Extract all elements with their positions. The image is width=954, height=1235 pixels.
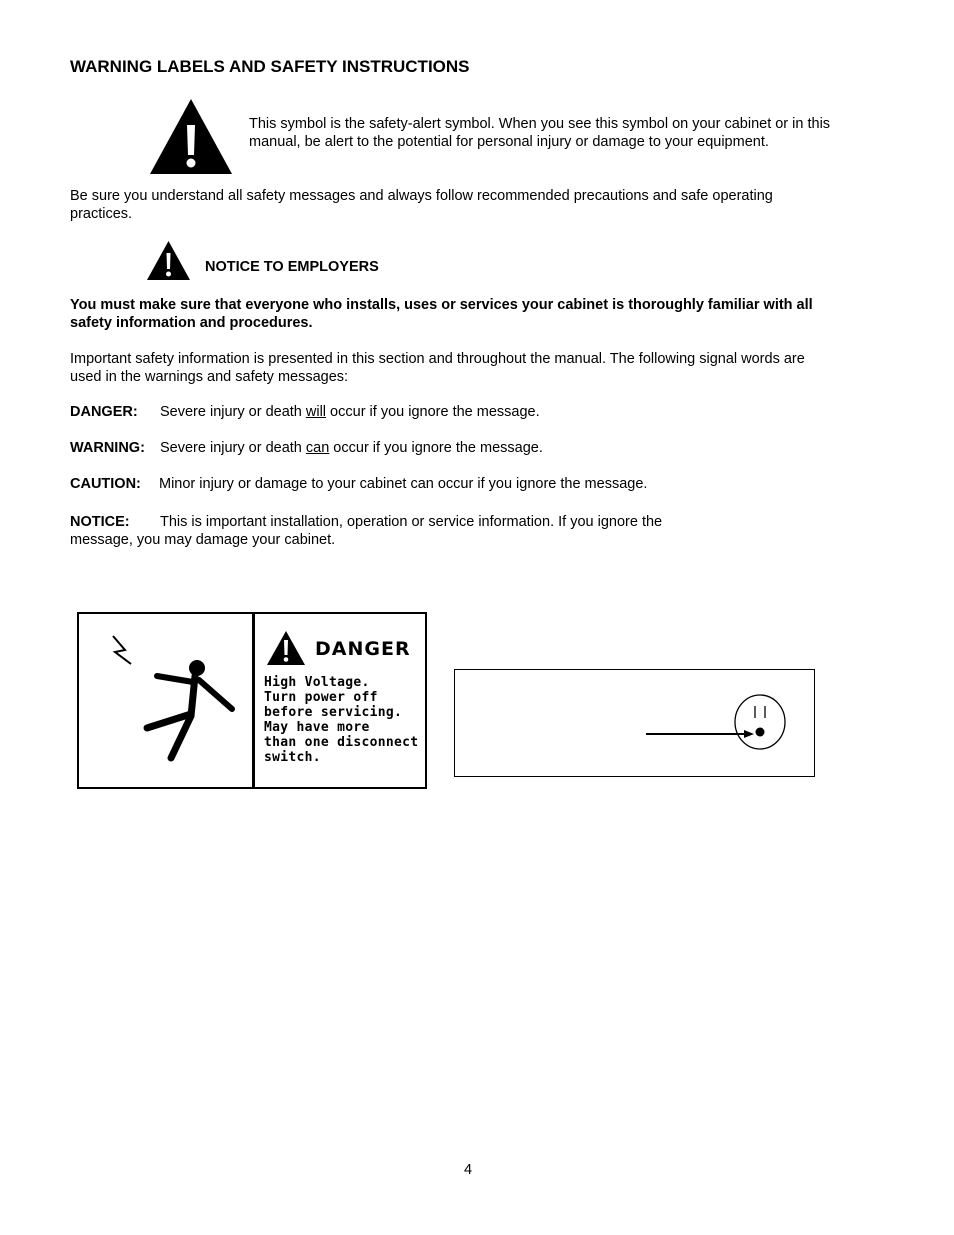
outlet-pictogram xyxy=(455,670,814,776)
safety-alert-description xyxy=(249,115,899,151)
electrocution-pictogram xyxy=(79,614,251,786)
employers-paragraph xyxy=(70,296,900,332)
outlet-diagram xyxy=(454,669,815,777)
signal-caution xyxy=(70,476,647,492)
signal-notice xyxy=(70,513,662,549)
text-line: Important safety information is presented in this section and throughout the manual. The following signal words are xyxy=(70,351,805,367)
signal-term: NOTICE: xyxy=(70,514,130,530)
text-line: safety information and procedures. xyxy=(70,315,313,331)
signal-definition: This is important installation, operation or service information. If you ignore the xyxy=(160,514,663,530)
text-line: practices. xyxy=(70,206,133,222)
page-heading: WARNING LABELS AND SAFETY INSTRUCTIONS xyxy=(70,57,470,76)
text-line: You must make sure that everyone who installs, uses or services your cabinet is thoroughly familiar with all xyxy=(70,297,813,313)
signal-term: CAUTION: xyxy=(70,476,141,492)
signal-definition: occur if you ignore the message. xyxy=(326,404,540,420)
signal-definition: Severe injury or death xyxy=(160,404,306,420)
text-line: used in the warnings and safety messages: xyxy=(70,369,349,385)
signal-definition: occur if you ignore the message. xyxy=(329,440,543,456)
signal-term: DANGER: xyxy=(70,404,138,420)
notice-employers-title: NOTICE TO EMPLOYERS xyxy=(205,259,379,275)
danger-label-text: High Voltage. Turn power off before servicing. May have more than one disconnect switch. xyxy=(264,675,419,765)
text-line: This symbol is the safety-alert symbol. When you see this symbol on your cabinet or in this xyxy=(249,116,831,132)
safety-alert-icon xyxy=(148,97,234,176)
signal-term: WARNING: xyxy=(70,440,145,456)
signal-definition: Severe injury or death xyxy=(160,440,306,456)
signal-warning xyxy=(70,440,543,456)
signal-danger xyxy=(70,404,540,420)
text-line: manual, be alert to the potential for personal injury or damage to your equipment. xyxy=(249,134,769,150)
signal-definition: Minor injury or damage to your cabinet can occur if you ignore the message. xyxy=(159,476,648,492)
danger-word: DANGER xyxy=(315,638,411,660)
signal-definition: message, you may damage your cabinet. xyxy=(70,532,336,548)
page-number: 4 xyxy=(463,1162,473,1178)
important-paragraph xyxy=(70,350,900,386)
signal-emphasis: can xyxy=(305,440,330,456)
danger-alert-icon xyxy=(266,630,306,666)
small-safety-alert-icon xyxy=(146,240,191,281)
text-line: Be sure you understand all safety messages and always follow recommended precautions and safe operating xyxy=(70,188,773,204)
signal-emphasis: will xyxy=(305,404,327,420)
label-divider xyxy=(252,614,255,787)
understand-paragraph xyxy=(70,187,890,223)
danger-label xyxy=(77,612,427,789)
